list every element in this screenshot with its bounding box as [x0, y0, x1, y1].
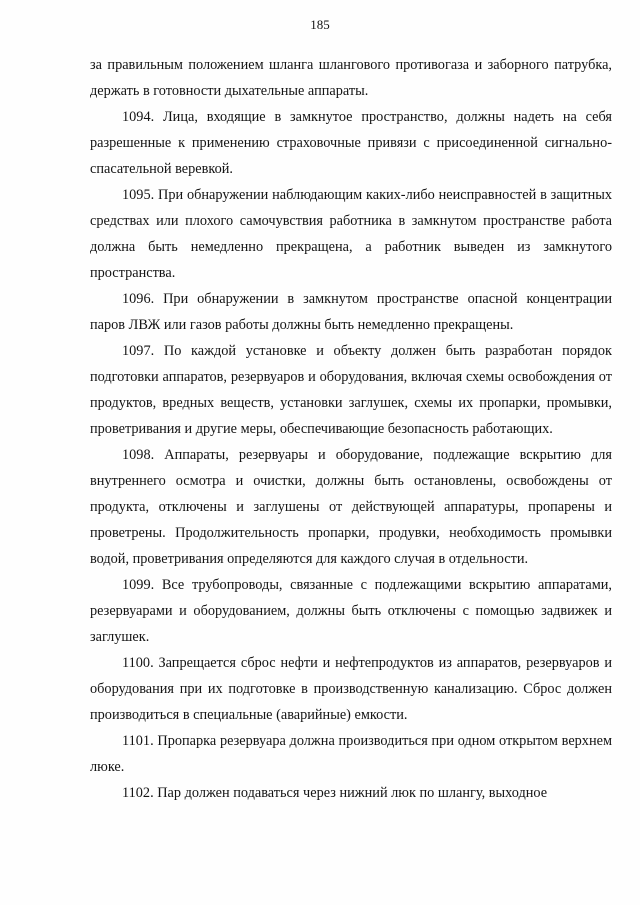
- page-number: 185: [310, 17, 330, 32]
- paragraph: 1098. Аппараты, резервуары и оборудование, подлежащие вскрытию для внутреннего осмотра и очистки, должны быть остановлены, освобождены от продукта, отключены и заглушены от действующей аппаратуры, пропарены и проветрены. Продолжительность пропарки, продувки, необходимость промывки водой, проветривания определяются для каждого случая в отдельности.: [90, 447, 612, 567]
- paragraph: 1097. По каждой установке и объекту должен быть разработан порядок подготовки аппаратов, резервуаров и оборудования, включая схемы освобождения от продуктов, вредных веществ, установки заглушек, схемы их пропарки, промывки, проветривания и другие меры, обеспечивающие безопасность работающих.: [90, 343, 612, 437]
- document-body: [90, 52, 612, 806]
- paragraph: 1099. Все трубопроводы, связанные с подлежащими вскрытию аппаратами, резервуарами и оборудованием, должны быть отключены с помощью задвижек и заглушек.: [90, 577, 612, 645]
- paragraph: за правильным положением шланга шлангового противогаза и заборного патрубка, держать в готовности дыхательные аппараты.: [90, 57, 612, 99]
- paragraph: 1101. Пропарка резервуара должна производиться при одном открытом верхнем люке.: [90, 733, 612, 775]
- paragraph: 1096. При обнаружении в замкнутом пространстве опасной концентрации паров ЛВЖ или газов работы должны быть немедленно прекращены.: [90, 291, 612, 333]
- paragraph: 1102. Пар должен подаваться через нижний люк по шлангу, выходное: [122, 785, 548, 801]
- paragraph: 1094. Лица, входящие в замкнутое пространство, должны надеть на себя разрешенные к применению страховочные привязи с присоединенной сигнально-спасательной веревкой.: [90, 109, 612, 177]
- paragraph: 1095. При обнаружении наблюдающим каких-либо неисправностей в защитных средствах или плохого самочувствия работника в замкнутом пространстве работа должна быть немедленно прекращена, а работник выведен из замкнутого пространства.: [90, 187, 612, 281]
- paragraph: 1100. Запрещается сброс нефти и нефтепродуктов из аппаратов, резервуаров и оборудования при их подготовке в производственную канализацию. Сброс должен производиться в специальные (аварийные) емкости.: [90, 655, 612, 723]
